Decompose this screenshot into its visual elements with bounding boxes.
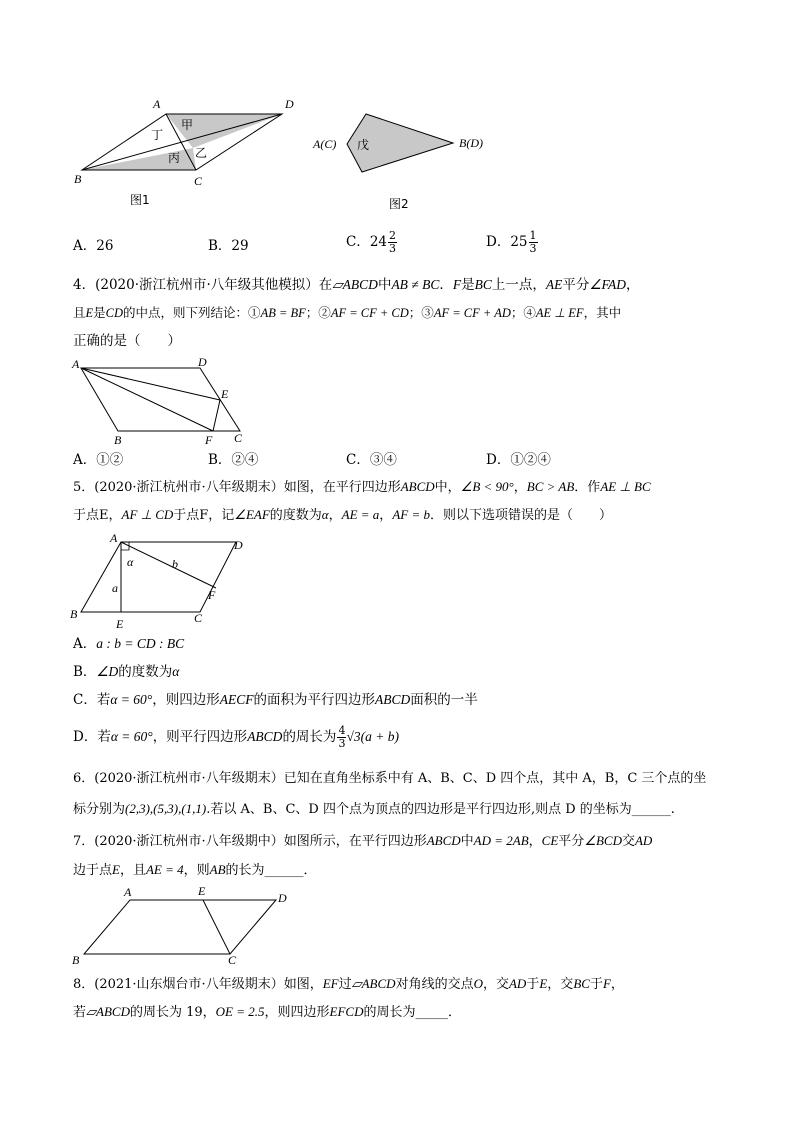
q5-line-2: 于点E，AF ⊥ CD于点F，记∠EAF的度数为α，AE = a，AF = b．则以下选项错误的是（ ） [73, 507, 612, 523]
region-wu-label: 戊 [357, 138, 370, 152]
q4-line-2: 且E是CD的中点，则下列结论：①AB = BF；②AF = CF + CD；③AF = CF + AD；④AE ⊥ EF，其中 [73, 305, 622, 320]
q7-parallelogram [84, 900, 276, 954]
q4-label-d: D [198, 356, 207, 369]
q4-label-c: C [234, 431, 243, 445]
fig1-label-b: B [74, 172, 82, 186]
q5-option-a: A．a : b = CD : BC [73, 636, 185, 652]
figure-q5 [66, 530, 266, 632]
figure-1 [60, 90, 320, 210]
q4-option-b: B．②④ [208, 452, 259, 468]
q3-option-a: A．26 [73, 238, 114, 254]
q4-label-a: A [72, 357, 80, 371]
q5-label-d: D [234, 538, 243, 552]
q5-label-alpha: α [127, 555, 134, 569]
region-bing-label: 丙 [168, 151, 181, 165]
figure-q7 [66, 882, 306, 964]
region-ding-label: 丁 [151, 128, 164, 142]
fig2-caption: 图2 [389, 197, 409, 211]
q5-label-e: E [116, 617, 124, 631]
figure-q4 [66, 356, 266, 448]
q5-label-a-side: a [112, 581, 118, 595]
q4-label-f: F [205, 433, 213, 447]
fig1-label-d: D [285, 97, 294, 111]
q5-label-f: F [208, 588, 216, 602]
q5-option-d: D．若α = 60°，则平行四边形ABCD的周长为 $\frac{4}{3}$ √3(a + b) [73, 724, 399, 750]
q7-line-1: 7．(2020·浙江杭州市·八年级期中）如图所示，在平行四边形ABCD中AD = 2AB，CE平分∠BCD交AD [73, 833, 653, 849]
q4-line-3: 正确的是（ ） [73, 333, 181, 349]
q4-option-a: A．①② [73, 452, 124, 468]
q7-label-b: B [72, 953, 80, 964]
q5-label-a: A [110, 531, 118, 545]
q5-line-1: 5．(2020·浙江杭州市·八年级期末）如图，在平行四边形ABCD中，∠B < 90°，BC > AB．作AE ⊥ BC [73, 479, 651, 495]
figure-2 [305, 100, 505, 220]
q7-label-a: A [124, 885, 132, 899]
q7-line-2: 边于点E，且AE = 4，则AB的长为______． [73, 862, 317, 878]
q3-option-d: D．25 $\frac{1}{3}$ [486, 229, 537, 255]
q7-label-e: E [198, 884, 206, 898]
q5-option-b: B．∠D的度数为α [73, 664, 180, 680]
region-yi-label: 乙 [195, 146, 208, 160]
q6-line-2: 标分别为(2,3),(5,3),(1,1).若以 A、B、C、D 四个点为顶点的四边形是平行四边形,则点 D 的坐标为______. [73, 801, 675, 817]
q5-label-c: C [194, 611, 203, 625]
q7-label-d: D [278, 891, 287, 905]
region-jia-label: 甲 [181, 118, 194, 132]
fig2-label-ac: A(C) [313, 137, 337, 151]
q3-option-b: B．29 [208, 238, 249, 254]
fig1-caption: 图1 [130, 193, 150, 207]
q4-option-c: C．③④ [346, 452, 397, 468]
q5-option-c: C．若α = 60°，则四边形AECF的面积为平行四边形ABCD面积的一半 [73, 692, 478, 708]
q8-line-2: 若▱ABCD的周长为 19，OE = 2.5，则四边形EFCD的周长为_____． [73, 1004, 461, 1020]
q7-label-c: C [228, 953, 237, 964]
q4-label-b: B [114, 433, 122, 447]
q4-label-e: E [221, 387, 229, 401]
q5-label-b-side: b [172, 557, 178, 571]
q3-option-c: C．24 $\frac{2}{3}$ [346, 229, 397, 255]
q8-line-1: 8．(2021·山东烟台市·八年级期末）如图，EF过▱ABCD对角线的交点O，交AD于E，交BC于F， [73, 976, 624, 992]
fig2-label-bd: B(D) [459, 136, 483, 150]
fig1-label-c: C [194, 174, 203, 188]
q5-label-b: B [70, 607, 78, 621]
q4-line-1: 4．(2020·浙江杭州市·八年级其他模拟）在▱ABCD中AB ≠ BC．F是BC上一点，AE平分∠FAD， [73, 277, 640, 293]
fig1-label-a: A [153, 97, 161, 111]
q4-option-d: D．①②④ [486, 452, 551, 468]
q6-line-1: 6．(2020·浙江杭州市·八年级期末）已知在直角坐标系中有 A、B、C、D 四个点，其中 A，B，C 三个点的坐 [73, 771, 707, 786]
